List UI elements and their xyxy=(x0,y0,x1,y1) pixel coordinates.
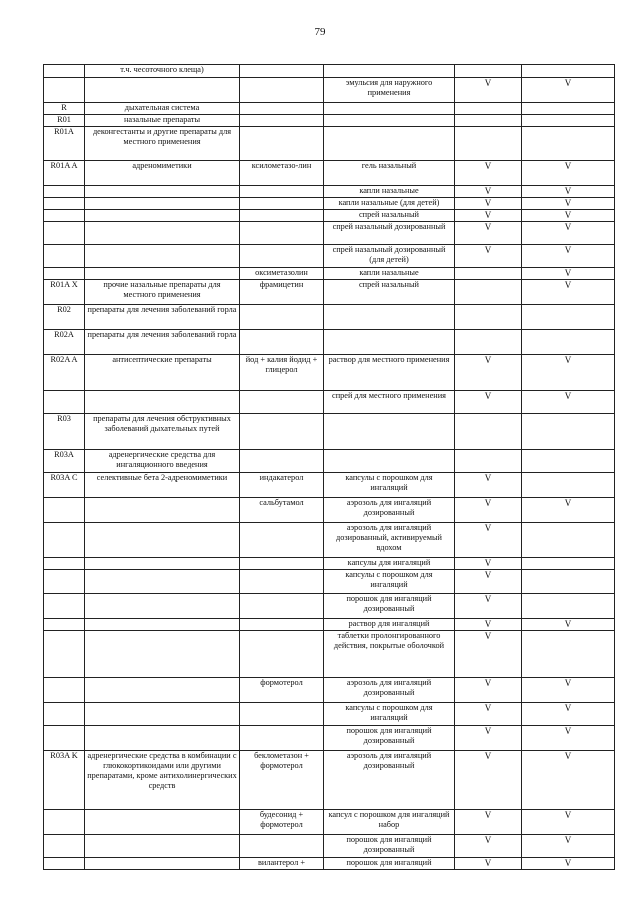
dosage-form-cell xyxy=(324,414,455,450)
atc-group-cell xyxy=(85,835,240,858)
table-row xyxy=(44,127,615,161)
table-row xyxy=(44,115,615,127)
dosage-form-cell: аэрозоль для ингаляций дозированный, активируемый вдохом xyxy=(324,523,455,558)
atc-code-cell xyxy=(44,703,85,726)
atc-group-cell xyxy=(85,245,240,268)
mark-column-2-cell: V xyxy=(522,355,615,391)
inn-name-cell xyxy=(240,619,324,631)
mark-column-2-cell: V xyxy=(522,498,615,523)
inn-name-cell xyxy=(240,570,324,594)
mark-column-2-cell: V xyxy=(522,751,615,810)
atc-code-cell xyxy=(44,858,85,870)
dosage-form-cell: капли назальные xyxy=(324,186,455,198)
dosage-form-cell xyxy=(324,103,455,115)
inn-name-cell xyxy=(240,198,324,210)
mark-column-2-cell: V xyxy=(522,858,615,870)
atc-group-cell: адренергические средства в комбинации с глюкокортикоидами или другими препаратами, кроме антихолинергических средств xyxy=(85,751,240,810)
table-row xyxy=(44,594,615,619)
atc-group-cell: селективные бета 2-адреномиметики xyxy=(85,473,240,498)
table-row xyxy=(44,619,615,631)
mark-column-2-cell: V xyxy=(522,810,615,835)
inn-name-cell xyxy=(240,78,324,103)
table-row xyxy=(44,810,615,835)
atc-group-cell xyxy=(85,391,240,414)
atc-group-cell xyxy=(85,619,240,631)
mark-column-1-cell: V xyxy=(455,391,522,414)
mark-column-2-cell: V xyxy=(522,268,615,280)
mark-column-2-cell xyxy=(522,115,615,127)
atc-code-cell: R03A K xyxy=(44,751,85,810)
inn-name-cell: формотерол xyxy=(240,678,324,703)
mark-column-2-cell: V xyxy=(522,186,615,198)
dosage-form-cell: порошок для ингаляций xyxy=(324,858,455,870)
table-row xyxy=(44,450,615,473)
mark-column-1-cell xyxy=(455,103,522,115)
table-body xyxy=(44,65,615,870)
atc-group-cell: назальные препараты xyxy=(85,115,240,127)
dosage-form-cell xyxy=(324,65,455,78)
inn-name-cell: йод + калия йодид + глицерол xyxy=(240,355,324,391)
atc-code-cell: R01 xyxy=(44,115,85,127)
atc-group-cell xyxy=(85,631,240,678)
table-row xyxy=(44,103,615,115)
inn-name-cell xyxy=(240,127,324,161)
dosage-form-cell: капсулы с порошком для ингаляций xyxy=(324,570,455,594)
mark-column-2-cell: V xyxy=(522,78,615,103)
atc-group-cell: препараты для лечения заболеваний горла xyxy=(85,330,240,355)
mark-column-1-cell xyxy=(455,414,522,450)
mark-column-1-cell xyxy=(455,280,522,305)
inn-name-cell: индакатерол xyxy=(240,473,324,498)
atc-code-cell xyxy=(44,810,85,835)
atc-group-cell xyxy=(85,558,240,570)
dosage-form-cell xyxy=(324,305,455,330)
atc-code-cell xyxy=(44,78,85,103)
mark-column-2-cell xyxy=(522,305,615,330)
atc-group-cell: препараты для лечения обструктивных заболеваний дыхательных путей xyxy=(85,414,240,450)
mark-column-2-cell xyxy=(522,558,615,570)
atc-code-cell: R01A A xyxy=(44,161,85,186)
atc-group-cell xyxy=(85,810,240,835)
atc-group-cell xyxy=(85,570,240,594)
table-row xyxy=(44,330,615,355)
dosage-form-cell: гель назальный xyxy=(324,161,455,186)
table-row xyxy=(44,858,615,870)
table-row xyxy=(44,222,615,245)
mark-column-1-cell: V xyxy=(455,619,522,631)
mark-column-2-cell: V xyxy=(522,210,615,222)
mark-column-2-cell: V xyxy=(522,391,615,414)
atc-code-cell xyxy=(44,726,85,751)
mark-column-1-cell: V xyxy=(455,523,522,558)
mark-column-2-cell xyxy=(522,127,615,161)
dosage-form-cell: аэрозоль для ингаляций дозированный xyxy=(324,498,455,523)
mark-column-1-cell: V xyxy=(455,78,522,103)
mark-column-1-cell: V xyxy=(455,161,522,186)
inn-name-cell xyxy=(240,115,324,127)
atc-code-cell xyxy=(44,222,85,245)
mark-column-2-cell xyxy=(522,631,615,678)
dosage-form-cell: порошок для ингаляций дозированный xyxy=(324,835,455,858)
table-row xyxy=(44,570,615,594)
dosage-form-cell: порошок для ингаляций дозированный xyxy=(324,726,455,751)
inn-name-cell xyxy=(240,103,324,115)
atc-code-cell: R03A xyxy=(44,450,85,473)
table-row xyxy=(44,835,615,858)
mark-column-1-cell: V xyxy=(455,678,522,703)
mark-column-1-cell xyxy=(455,450,522,473)
atc-group-cell: т.ч. чесоточного клеща) xyxy=(85,65,240,78)
inn-name-cell: фрамицетин xyxy=(240,280,324,305)
table-row xyxy=(44,245,615,268)
mark-column-1-cell xyxy=(455,268,522,280)
dosage-form-cell: капсул с порошком для ингаляций набор xyxy=(324,810,455,835)
inn-name-cell xyxy=(240,703,324,726)
atc-code-cell xyxy=(44,65,85,78)
atc-group-cell xyxy=(85,210,240,222)
inn-name-cell: будесонид + формотерол xyxy=(240,810,324,835)
inn-name-cell xyxy=(240,305,324,330)
drug-classification-table xyxy=(43,64,615,870)
mark-column-1-cell: V xyxy=(455,810,522,835)
table-row xyxy=(44,523,615,558)
mark-column-1-cell: V xyxy=(455,570,522,594)
inn-name-cell xyxy=(240,835,324,858)
table-row xyxy=(44,210,615,222)
page-number: 79 xyxy=(314,26,326,38)
table-row xyxy=(44,678,615,703)
atc-group-cell: дыхательная система xyxy=(85,103,240,115)
table-row xyxy=(44,198,615,210)
table-row xyxy=(44,78,615,103)
inn-name-cell: сальбутамол xyxy=(240,498,324,523)
table-row xyxy=(44,726,615,751)
inn-name-cell xyxy=(240,186,324,198)
dosage-form-cell: порошок для ингаляций дозированный xyxy=(324,594,455,619)
dosage-form-cell: капсулы с порошком для ингаляций xyxy=(324,703,455,726)
atc-group-cell xyxy=(85,222,240,245)
inn-name-cell xyxy=(240,330,324,355)
atc-code-cell xyxy=(44,186,85,198)
atc-code-cell: R02 xyxy=(44,305,85,330)
inn-name-cell: ксилометазо-лин xyxy=(240,161,324,186)
atc-group-cell xyxy=(85,523,240,558)
atc-code-cell: R03A C xyxy=(44,473,85,498)
mark-column-2-cell: V xyxy=(522,245,615,268)
atc-group-cell xyxy=(85,858,240,870)
mark-column-1-cell xyxy=(455,305,522,330)
mark-column-1-cell: V xyxy=(455,198,522,210)
mark-column-1-cell: V xyxy=(455,558,522,570)
inn-name-cell xyxy=(240,523,324,558)
atc-code-cell xyxy=(44,498,85,523)
table-row xyxy=(44,631,615,678)
atc-group-cell xyxy=(85,186,240,198)
mark-column-2-cell: V xyxy=(522,280,615,305)
dosage-form-cell: капсулы для ингаляций xyxy=(324,558,455,570)
dosage-form-cell: таблетки пролонгированного действия, покрытые оболочкой xyxy=(324,631,455,678)
mark-column-2-cell xyxy=(522,450,615,473)
dosage-form-cell xyxy=(324,450,455,473)
table-row xyxy=(44,473,615,498)
atc-group-cell xyxy=(85,703,240,726)
atc-group-cell: препараты для лечения заболеваний горла xyxy=(85,305,240,330)
inn-name-cell xyxy=(240,222,324,245)
atc-group-cell xyxy=(85,726,240,751)
dosage-form-cell: аэрозоль для ингаляций дозированный xyxy=(324,751,455,810)
inn-name-cell xyxy=(240,65,324,78)
inn-name-cell xyxy=(240,245,324,268)
mark-column-2-cell xyxy=(522,570,615,594)
dosage-form-cell: спрей назальный дозированный xyxy=(324,222,455,245)
atc-code-cell xyxy=(44,523,85,558)
mark-column-1-cell: V xyxy=(455,726,522,751)
dosage-form-cell xyxy=(324,115,455,127)
atc-group-cell: антисептические препараты xyxy=(85,355,240,391)
atc-code-cell: R03 xyxy=(44,414,85,450)
atc-code-cell xyxy=(44,594,85,619)
mark-column-2-cell: V xyxy=(522,222,615,245)
inn-name-cell xyxy=(240,210,324,222)
mark-column-2-cell: V xyxy=(522,703,615,726)
atc-code-cell xyxy=(44,619,85,631)
atc-group-cell xyxy=(85,678,240,703)
dosage-form-cell: спрей для местного применения xyxy=(324,391,455,414)
table-row xyxy=(44,280,615,305)
mark-column-2-cell xyxy=(522,594,615,619)
table-row xyxy=(44,498,615,523)
atc-code-cell xyxy=(44,245,85,268)
mark-column-1-cell: V xyxy=(455,222,522,245)
mark-column-1-cell: V xyxy=(455,835,522,858)
atc-group-cell: адренергические средства для ингаляционного введения xyxy=(85,450,240,473)
table-row xyxy=(44,65,615,78)
atc-code-cell: R02A xyxy=(44,330,85,355)
inn-name-cell: беклометазон + формотерол xyxy=(240,751,324,810)
inn-name-cell xyxy=(240,391,324,414)
mark-column-1-cell: V xyxy=(455,210,522,222)
mark-column-2-cell xyxy=(522,414,615,450)
atc-code-cell xyxy=(44,678,85,703)
table-row xyxy=(44,186,615,198)
mark-column-1-cell: V xyxy=(455,631,522,678)
atc-code-cell xyxy=(44,835,85,858)
atc-group-cell xyxy=(85,498,240,523)
mark-column-2-cell: V xyxy=(522,835,615,858)
atc-code-cell: R01A xyxy=(44,127,85,161)
mark-column-1-cell xyxy=(455,127,522,161)
atc-group-cell xyxy=(85,198,240,210)
atc-code-cell: R xyxy=(44,103,85,115)
mark-column-2-cell: V xyxy=(522,678,615,703)
inn-name-cell xyxy=(240,726,324,751)
mark-column-2-cell xyxy=(522,330,615,355)
dosage-form-cell: эмульсия для наружного применения xyxy=(324,78,455,103)
mark-column-1-cell: V xyxy=(455,594,522,619)
dosage-form-cell: капсулы с порошком для ингаляций xyxy=(324,473,455,498)
atc-code-cell xyxy=(44,391,85,414)
atc-group-cell xyxy=(85,594,240,619)
inn-name-cell xyxy=(240,631,324,678)
dosage-form-cell: капли назальные xyxy=(324,268,455,280)
atc-code-cell xyxy=(44,268,85,280)
mark-column-2-cell xyxy=(522,65,615,78)
mark-column-1-cell xyxy=(455,65,522,78)
table-row xyxy=(44,268,615,280)
mark-column-1-cell: V xyxy=(455,751,522,810)
dosage-form-cell: капли назальные (для детей) xyxy=(324,198,455,210)
mark-column-1-cell: V xyxy=(455,355,522,391)
dosage-form-cell: спрей назальный дозированный (для детей) xyxy=(324,245,455,268)
inn-name-cell xyxy=(240,558,324,570)
atc-code-cell: R01A X xyxy=(44,280,85,305)
mark-column-2-cell xyxy=(522,473,615,498)
mark-column-1-cell: V xyxy=(455,245,522,268)
table-row xyxy=(44,703,615,726)
mark-column-2-cell xyxy=(522,523,615,558)
atc-group-cell: адреномиметики xyxy=(85,161,240,186)
table-row xyxy=(44,414,615,450)
dosage-form-cell: аэрозоль для ингаляций дозированный xyxy=(324,678,455,703)
mark-column-1-cell: V xyxy=(455,473,522,498)
atc-code-cell xyxy=(44,558,85,570)
table-row xyxy=(44,558,615,570)
atc-code-cell xyxy=(44,198,85,210)
inn-name-cell: оксиметазолин xyxy=(240,268,324,280)
mark-column-1-cell: V xyxy=(455,703,522,726)
inn-name-cell xyxy=(240,450,324,473)
atc-code-cell xyxy=(44,631,85,678)
dosage-form-cell: раствор для местного применения xyxy=(324,355,455,391)
dosage-form-cell xyxy=(324,127,455,161)
mark-column-2-cell: V xyxy=(522,198,615,210)
table-row xyxy=(44,391,615,414)
mark-column-1-cell: V xyxy=(455,498,522,523)
mark-column-1-cell: V xyxy=(455,858,522,870)
inn-name-cell xyxy=(240,414,324,450)
mark-column-1-cell xyxy=(455,115,522,127)
atc-group-cell xyxy=(85,78,240,103)
mark-column-1-cell: V xyxy=(455,186,522,198)
dosage-form-cell xyxy=(324,330,455,355)
atc-group-cell: деконгестанты и другие препараты для местного применения xyxy=(85,127,240,161)
dosage-form-cell: спрей назальный xyxy=(324,210,455,222)
table-row xyxy=(44,161,615,186)
mark-column-2-cell: V xyxy=(522,161,615,186)
table-row xyxy=(44,355,615,391)
dosage-form-cell: спрей назальный xyxy=(324,280,455,305)
dosage-form-cell: раствор для ингаляций xyxy=(324,619,455,631)
mark-column-2-cell xyxy=(522,103,615,115)
atc-group-cell: прочие назальные препараты для местного применения xyxy=(85,280,240,305)
inn-name-cell xyxy=(240,594,324,619)
atc-code-cell: R02A A xyxy=(44,355,85,391)
table-row xyxy=(44,751,615,810)
inn-name-cell: вилантерол + xyxy=(240,858,324,870)
mark-column-2-cell: V xyxy=(522,619,615,631)
atc-group-cell xyxy=(85,268,240,280)
atc-code-cell xyxy=(44,570,85,594)
atc-code-cell xyxy=(44,210,85,222)
mark-column-2-cell: V xyxy=(522,726,615,751)
mark-column-1-cell xyxy=(455,330,522,355)
table-row xyxy=(44,305,615,330)
